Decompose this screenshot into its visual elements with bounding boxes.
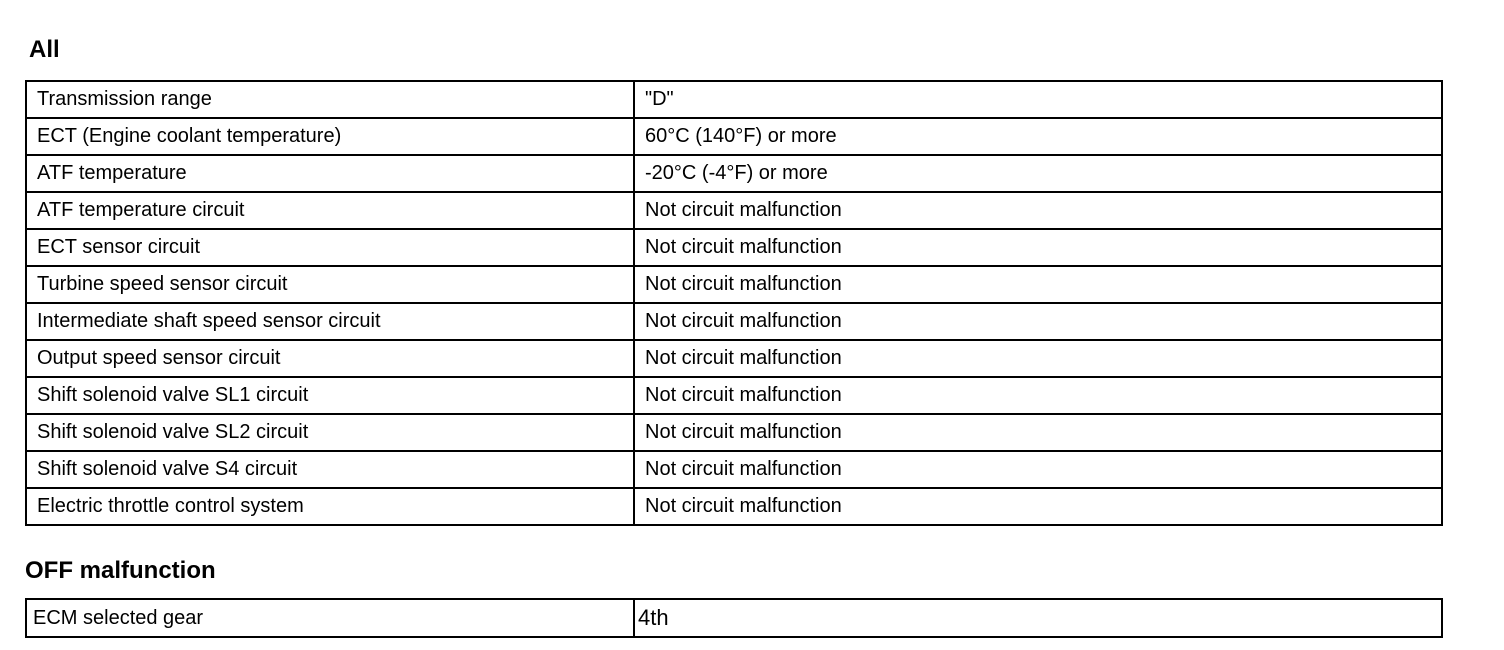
section-title-all: All	[29, 36, 60, 63]
condition-cell: -20°C (-4°F) or more	[634, 155, 1442, 192]
condition-cell: "D"	[634, 81, 1442, 118]
condition-cell: 4th	[634, 599, 1442, 637]
table-row	[26, 599, 1442, 637]
item-cell: Shift solenoid valve S4 circuit	[26, 451, 634, 488]
table-row	[26, 377, 1442, 414]
item-cell: Turbine speed sensor circuit	[26, 266, 634, 303]
condition-cell: Not circuit malfunction	[634, 414, 1442, 451]
table-row	[26, 340, 1442, 377]
condition-cell: 60°C (140°F) or more	[634, 118, 1442, 155]
item-cell: Output speed sensor circuit	[26, 340, 634, 377]
item-cell: Shift solenoid valve SL2 circuit	[26, 414, 634, 451]
item-cell: Intermediate shaft speed sensor circuit	[26, 303, 634, 340]
table-row	[26, 266, 1442, 303]
item-cell: ECM selected gear	[26, 599, 634, 637]
condition-cell: Not circuit malfunction	[634, 488, 1442, 525]
item-cell: Shift solenoid valve SL1 circuit	[26, 377, 634, 414]
item-cell: ATF temperature	[26, 155, 634, 192]
table-row	[26, 192, 1442, 229]
table-row	[26, 118, 1442, 155]
table-row	[26, 229, 1442, 266]
condition-cell: Not circuit malfunction	[634, 451, 1442, 488]
table-row	[26, 303, 1442, 340]
table-row	[26, 155, 1442, 192]
table-row	[26, 414, 1442, 451]
item-cell: ECT (Engine coolant temperature)	[26, 118, 634, 155]
condition-cell: Not circuit malfunction	[634, 377, 1442, 414]
condition-cell: Not circuit malfunction	[634, 303, 1442, 340]
item-cell: ATF temperature circuit	[26, 192, 634, 229]
item-cell: Transmission range	[26, 81, 634, 118]
item-cell: Electric throttle control system	[26, 488, 634, 525]
conditions-table-off-malfunction	[25, 598, 1443, 638]
table-row	[26, 81, 1442, 118]
section-title-off-malfunction: OFF malfunction	[25, 557, 216, 584]
condition-cell: Not circuit malfunction	[634, 192, 1442, 229]
item-cell: ECT sensor circuit	[26, 229, 634, 266]
condition-cell: Not circuit malfunction	[634, 266, 1442, 303]
condition-cell: Not circuit malfunction	[634, 229, 1442, 266]
table-row	[26, 451, 1442, 488]
condition-cell: Not circuit malfunction	[634, 340, 1442, 377]
table-row	[26, 488, 1442, 525]
conditions-table-all	[25, 80, 1443, 526]
